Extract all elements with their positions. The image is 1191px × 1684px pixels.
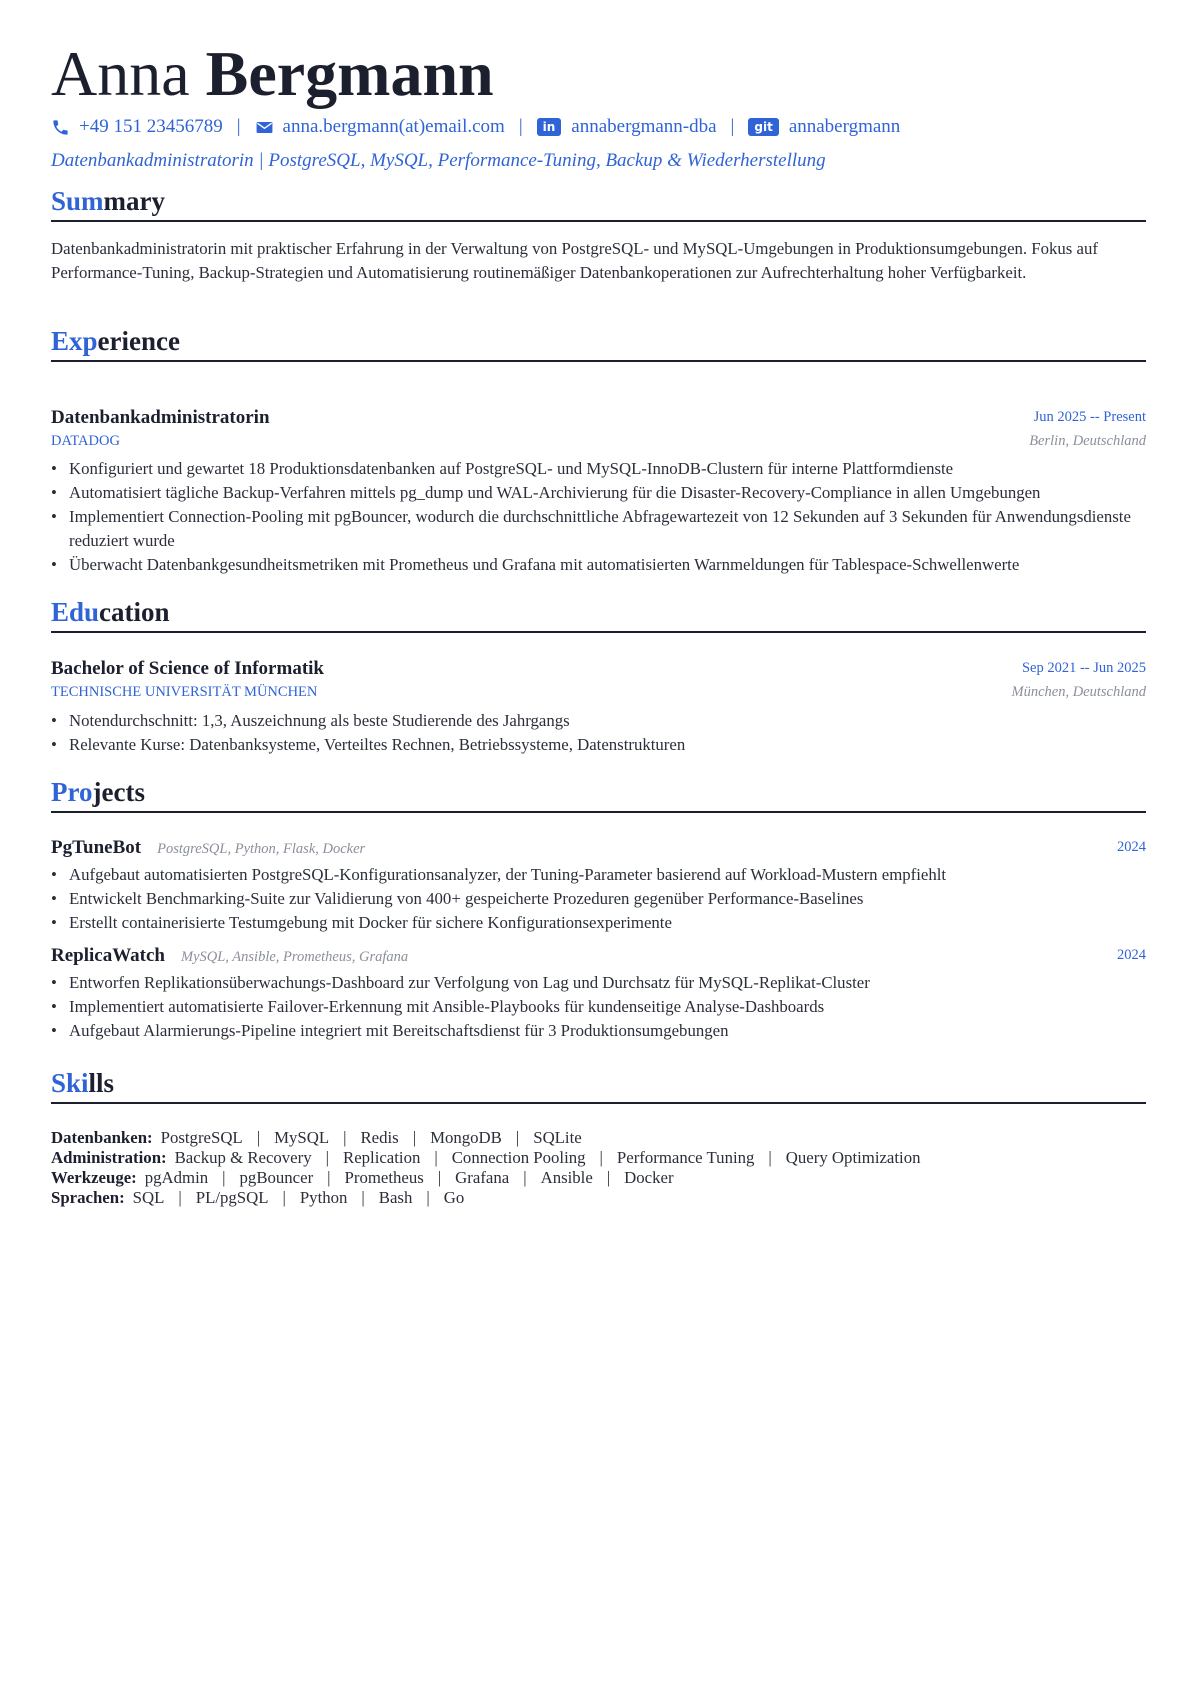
summary-text: Datenbankadministratorin mit praktischer Erfahrung in der Verwaltung von PostgreSQL- und MySQL-Umgebungen in Produktionsumgebungen. Fokus auf Performance-Tuning, Backup-Strategien und Automatisierung routinemäßiger Datenbankoperationen zur Aufrechterhaltung hoher Verfügbarkeit. [51, 239, 1098, 282]
linkedin-icon: in [537, 118, 562, 136]
project-name-line [51, 837, 365, 859]
job-title: Datenbankadministratorin [51, 407, 270, 428]
contact-separator: | [518, 116, 523, 137]
email-contact[interactable] [255, 116, 505, 138]
experience-heading [51, 324, 1146, 362]
skill-item: Go [443, 1188, 465, 1207]
skill-item: Connection Pooling [451, 1148, 586, 1167]
experience-entry-subheader [51, 433, 1146, 453]
phone-contact[interactable] [51, 116, 223, 138]
project-bullets [51, 863, 1151, 935]
projects-heading [51, 775, 1146, 813]
skill-separator: | [412, 1128, 417, 1147]
skill-category-label: Sprachen: [51, 1188, 125, 1207]
projects-heading-accent: Pro [51, 777, 93, 807]
skill-item: PL/pgSQL [195, 1188, 269, 1207]
experience-heading-accent: Exp [51, 326, 98, 356]
summary-heading-rest: mary [103, 186, 166, 216]
skill-item: Backup & Recovery [174, 1148, 312, 1167]
skill-row [51, 1168, 1146, 1188]
education-date: Sep 2021 -- Jun 2025 [1021, 660, 1146, 676]
skill-item: Ansible [540, 1168, 593, 1187]
linkedin-contact[interactable] [537, 116, 717, 138]
company-name: DATADOG [51, 433, 120, 449]
list-item: • Überwacht Datenbankgesundheitsmetriken mit Prometheus und Grafana mit automatisierten Warnmeldungen für Tablespace-Schwellenwerte [51, 553, 1151, 577]
skill-item: SQLite [533, 1128, 582, 1147]
project-year: 2024 [1117, 839, 1146, 855]
email-address: anna.bergmann(at)email.com [282, 116, 505, 137]
skill-separator: | [606, 1168, 611, 1187]
skill-item: Docker [624, 1168, 674, 1187]
list-item: • Erstellt containerisierte Testumgebung mit Docker für sichere Konfigurationsexperimente [51, 911, 1151, 935]
education-entry-subheader [51, 684, 1146, 704]
skills-heading-accent: Ski [51, 1068, 89, 1098]
first-name: Anna [51, 38, 190, 109]
list-item: • Relevante Kurse: Datenbanksysteme, Verteiltes Rechnen, Betriebssysteme, Datenstrukturen [51, 733, 1151, 757]
skill-category-label: Werkzeuge: [51, 1168, 137, 1187]
project-name-line [51, 945, 408, 967]
experience-entry-header [51, 407, 1146, 431]
education-bullets [51, 709, 1151, 757]
skill-separator: | [256, 1128, 261, 1147]
summary-heading-accent: Sum [51, 186, 104, 216]
contact-bar [51, 113, 900, 141]
education-location: München, Deutschland [1011, 684, 1146, 700]
skill-separator: | [343, 1128, 347, 1147]
phone-icon [51, 118, 70, 137]
skill-item: MongoDB [430, 1128, 502, 1147]
git-icon: git [748, 118, 778, 136]
degree-title: Bachelor of Science of Informatik [51, 658, 324, 679]
skill-category-label: Datenbanken: [51, 1128, 153, 1147]
list-item: • Konfiguriert und gewartet 18 Produktionsdatenbanken auf PostgreSQL- und MySQL-InnoDB-Clustern für interne Plattformdienste [51, 457, 1151, 481]
skill-separator: | [325, 1148, 329, 1167]
job-location: Berlin, Deutschland [1029, 433, 1146, 449]
skill-item: Grafana [455, 1168, 510, 1187]
education-heading [51, 595, 1146, 633]
linkedin-handle: annabergmann-dba [571, 116, 717, 137]
list-item: • Aufgebaut Alarmierungs-Pipeline integriert mit Bereitschaftsdienst für 3 Produktionsumgebungen [51, 1019, 1151, 1043]
project-year: 2024 [1117, 947, 1146, 963]
phone-number: +49 151 23456789 [79, 116, 223, 137]
skill-item: pgBouncer [239, 1168, 314, 1187]
skill-separator: | [515, 1128, 520, 1147]
list-item: • Entwickelt Benchmarking-Suite zur Validierung von 400+ gespeicherte Prozeduren gegenüber Performance-Baselines [51, 887, 1151, 911]
list-item: • Implementiert automatisierte Failover-Erkennung mit Ansible-Playbooks für kundenseitige Analyse-Dashboards [51, 995, 1151, 1019]
project-name: PgTuneBot [51, 837, 142, 858]
skill-separator: | [282, 1188, 286, 1207]
summary-heading [51, 184, 1146, 222]
skill-row [51, 1128, 1146, 1148]
education-heading-accent: Edu [51, 597, 100, 627]
skill-item: Prometheus [344, 1168, 424, 1187]
skill-item: Replication [343, 1148, 421, 1167]
contact-separator: | [236, 116, 241, 137]
project-bullets [51, 971, 1151, 1043]
skill-item: MySQL [274, 1128, 330, 1147]
skill-separator: | [426, 1188, 430, 1207]
skill-row [51, 1148, 1146, 1168]
envelope-icon [255, 118, 274, 137]
skill-separator: | [768, 1148, 772, 1167]
skill-separator: | [361, 1188, 365, 1207]
project-name: ReplicaWatch [51, 945, 165, 966]
list-item: • Notendurchschnitt: 1,3, Auszeichnung als beste Studierende des Jahrgangs [51, 709, 1151, 733]
skill-category-label: Administration: [51, 1148, 167, 1167]
github-contact[interactable] [748, 116, 900, 138]
skill-item: Performance Tuning [616, 1148, 755, 1167]
skills-heading-rest: lls [88, 1068, 115, 1098]
skill-separator: | [599, 1148, 603, 1167]
project-entry-header [51, 837, 1146, 861]
education-entry-header [51, 658, 1146, 682]
skill-item: Python [299, 1188, 348, 1207]
project-tech: MySQL, Ansible, Prometheus, Grafana [181, 949, 409, 965]
skill-separator: | [434, 1148, 438, 1167]
last-name: Bergmann [205, 38, 494, 109]
candidate-name [51, 34, 494, 114]
university-name: TECHNISCHE UNIVERSITÄT MÜNCHEN [51, 684, 318, 700]
project-tech: PostgreSQL, Python, Flask, Docker [157, 841, 366, 857]
project-entry-header [51, 945, 1146, 969]
projects-heading-rest: jects [92, 777, 145, 807]
skill-separator: | [327, 1168, 331, 1187]
skill-row [51, 1188, 1146, 1208]
list-item: • Implementiert Connection-Pooling mit pgBouncer, wodurch die durchschnittliche Abfragewartezeit von 12 Sekunden auf 3 Sekunden für Anwendungsdienste reduziert wurde [51, 505, 1151, 553]
skill-item: Query Optimization [785, 1148, 921, 1167]
skill-separator: | [523, 1168, 527, 1187]
experience-heading-rest: erience [97, 326, 180, 356]
skill-item: pgAdmin [144, 1168, 209, 1187]
list-item: • Automatisiert tägliche Backup-Verfahren mittels pg_dump und WAL-Archivierung für die Disaster-Recovery-Compliance in allen Umgebungen [51, 481, 1151, 505]
skills-heading [51, 1066, 1146, 1104]
skill-separator: | [222, 1168, 226, 1187]
list-item: • Aufgebaut automatisierten PostgreSQL-Konfigurationsanalyzer, der Tuning-Parameter basierend auf Workload-Mustern empfiehlt [51, 863, 1151, 887]
skills-list [51, 1128, 1146, 1208]
education-heading-rest: cation [99, 597, 170, 627]
skill-item: Redis [360, 1128, 399, 1147]
skill-item: Bash [378, 1188, 413, 1207]
skill-separator: | [437, 1168, 442, 1187]
github-handle: annabergmann [788, 116, 901, 137]
experience-bullets [51, 457, 1151, 577]
skill-separator: | [178, 1188, 182, 1207]
headline-tagline: Datenbankadministratorin | PostgreSQL, MySQL, Performance-Tuning, Backup & Wiederherstellung [51, 150, 826, 171]
job-date: Jun 2025 -- Present [1033, 409, 1146, 425]
list-item: • Entworfen Replikationsüberwachungs-Dashboard zur Verfolgung von Lag und Durchsatz für MySQL-Replikat-Cluster [51, 971, 1151, 995]
skill-item: SQL [132, 1188, 165, 1207]
contact-separator: | [730, 116, 735, 137]
skill-item: PostgreSQL [160, 1128, 243, 1147]
